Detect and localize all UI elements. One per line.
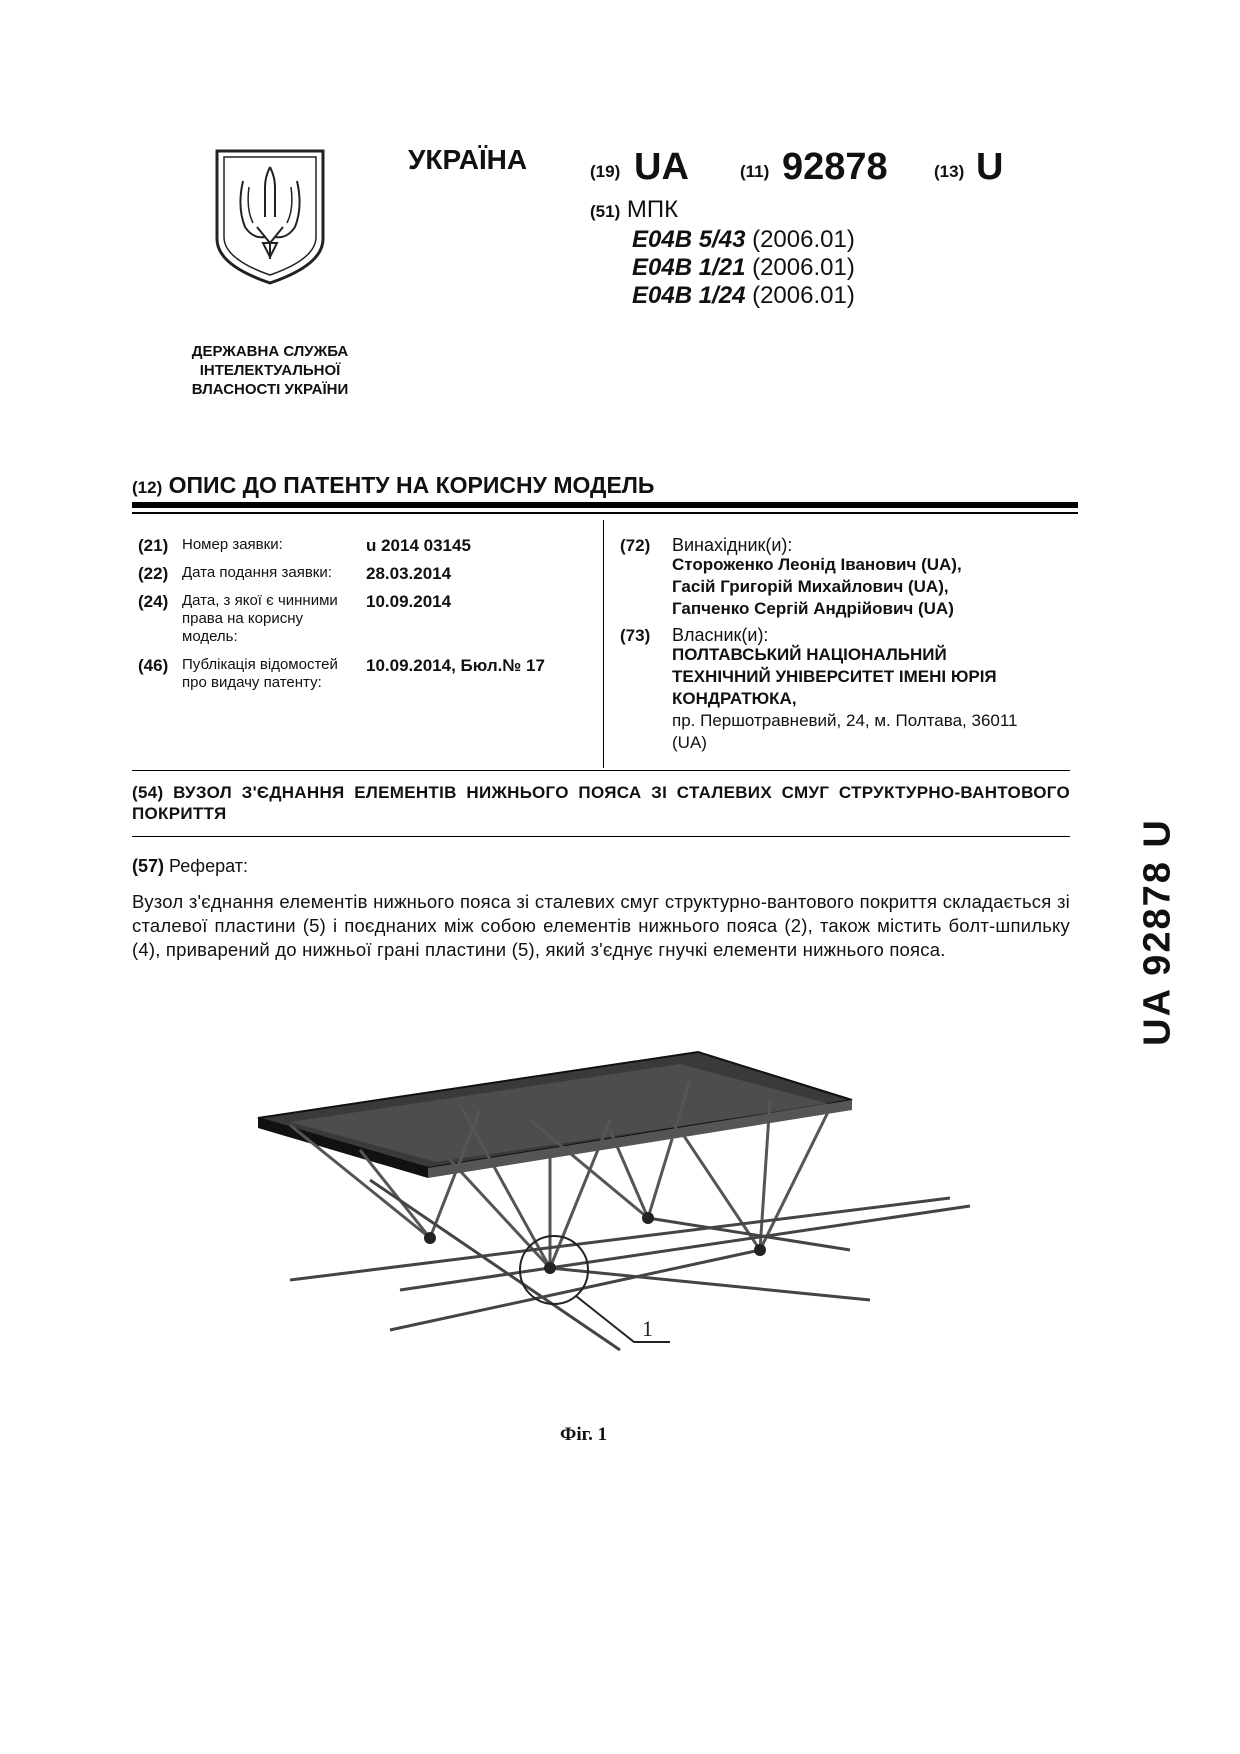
code-19: (19) (590, 162, 621, 181)
owner-name: ТЕХНІЧНИЙ УНІВЕРСИТЕТ ІМЕНІ ЮРІЯ (672, 667, 997, 686)
country-code: UA (634, 146, 689, 188)
code-13: (13) (934, 162, 965, 181)
ipc-row: E04B 1/21 (2006.01) (632, 254, 855, 281)
owner-name: ПОЛТАВСЬКИЙ НАЦІОНАЛЬНИЙ (672, 645, 947, 664)
ipc-row: E04B 1/24 (2006.01) (632, 282, 855, 309)
ipc-header: (51) МПК (590, 196, 679, 223)
patent-number: 92878 (782, 146, 888, 188)
country-name: УКРАЇНА (408, 144, 528, 175)
owner-address: пр. Першотравневий, 24, м. Полтава, 36011 (672, 711, 1018, 730)
figure-callout: 1 (642, 1316, 653, 1341)
document-kind: U (976, 146, 1004, 188)
column-divider (603, 520, 604, 768)
abstract-heading: (57) Реферат: (132, 856, 248, 876)
coat-of-arms-icon (213, 147, 327, 287)
figure-structure-drawing (250, 1030, 1010, 1420)
divider (132, 836, 1070, 837)
inventor-name: Гасій Григорій Михайлович (UA), (672, 577, 949, 596)
owner-address: (UA) (672, 733, 707, 752)
inventor-name: Стороженко Леонід Іванович (UA), (672, 555, 962, 574)
code-11: (11) (740, 162, 770, 181)
abstract-text: Вузол з'єднання елементів нижнього пояса зі сталевих смуг структурно-вантового покриття складається зі сталевої пластини (5) і поєднаних між собою елементів нижнього пояса (2), також містить болт-шпильку (4), приварений до нижньої грані пластини (5), який з'єднує гнучкі елементи нижнього пояса. (132, 891, 1070, 960)
figure-caption: Фіг. 1 (560, 1424, 608, 1445)
invention-title: (54) ВУЗОЛ З'ЄДНАННЯ ЕЛЕМЕНТІВ НИЖНЬОГО ПОЯСА ЗІ СТАЛЕВИХ СМУГ СТРУКТУРНО-ВАНТОВОГО ПОКРИТТЯ (132, 783, 1070, 823)
divider (132, 512, 1078, 514)
document-type: (12) ОПИС ДО ПАТЕНТУ НА КОРИСНУ МОДЕЛЬ (132, 472, 655, 498)
ipc-block (590, 196, 855, 310)
divider (132, 770, 1070, 771)
agency-name: ДЕРЖАВНА СЛУЖБА ІНТЕЛЕКТУАЛЬНОЇ ВЛАСНОСТІ УКРАЇНИ (191, 343, 349, 398)
side-label: UA 92878 U (1136, 818, 1179, 1046)
inventor-name: Гапченко Сергій Андрійович (UA) (672, 599, 954, 618)
owner-name: КОНДРАТЮКА, (672, 689, 797, 708)
ipc-row: E04B 5/43 (2006.01) (632, 226, 855, 253)
divider (132, 502, 1078, 508)
